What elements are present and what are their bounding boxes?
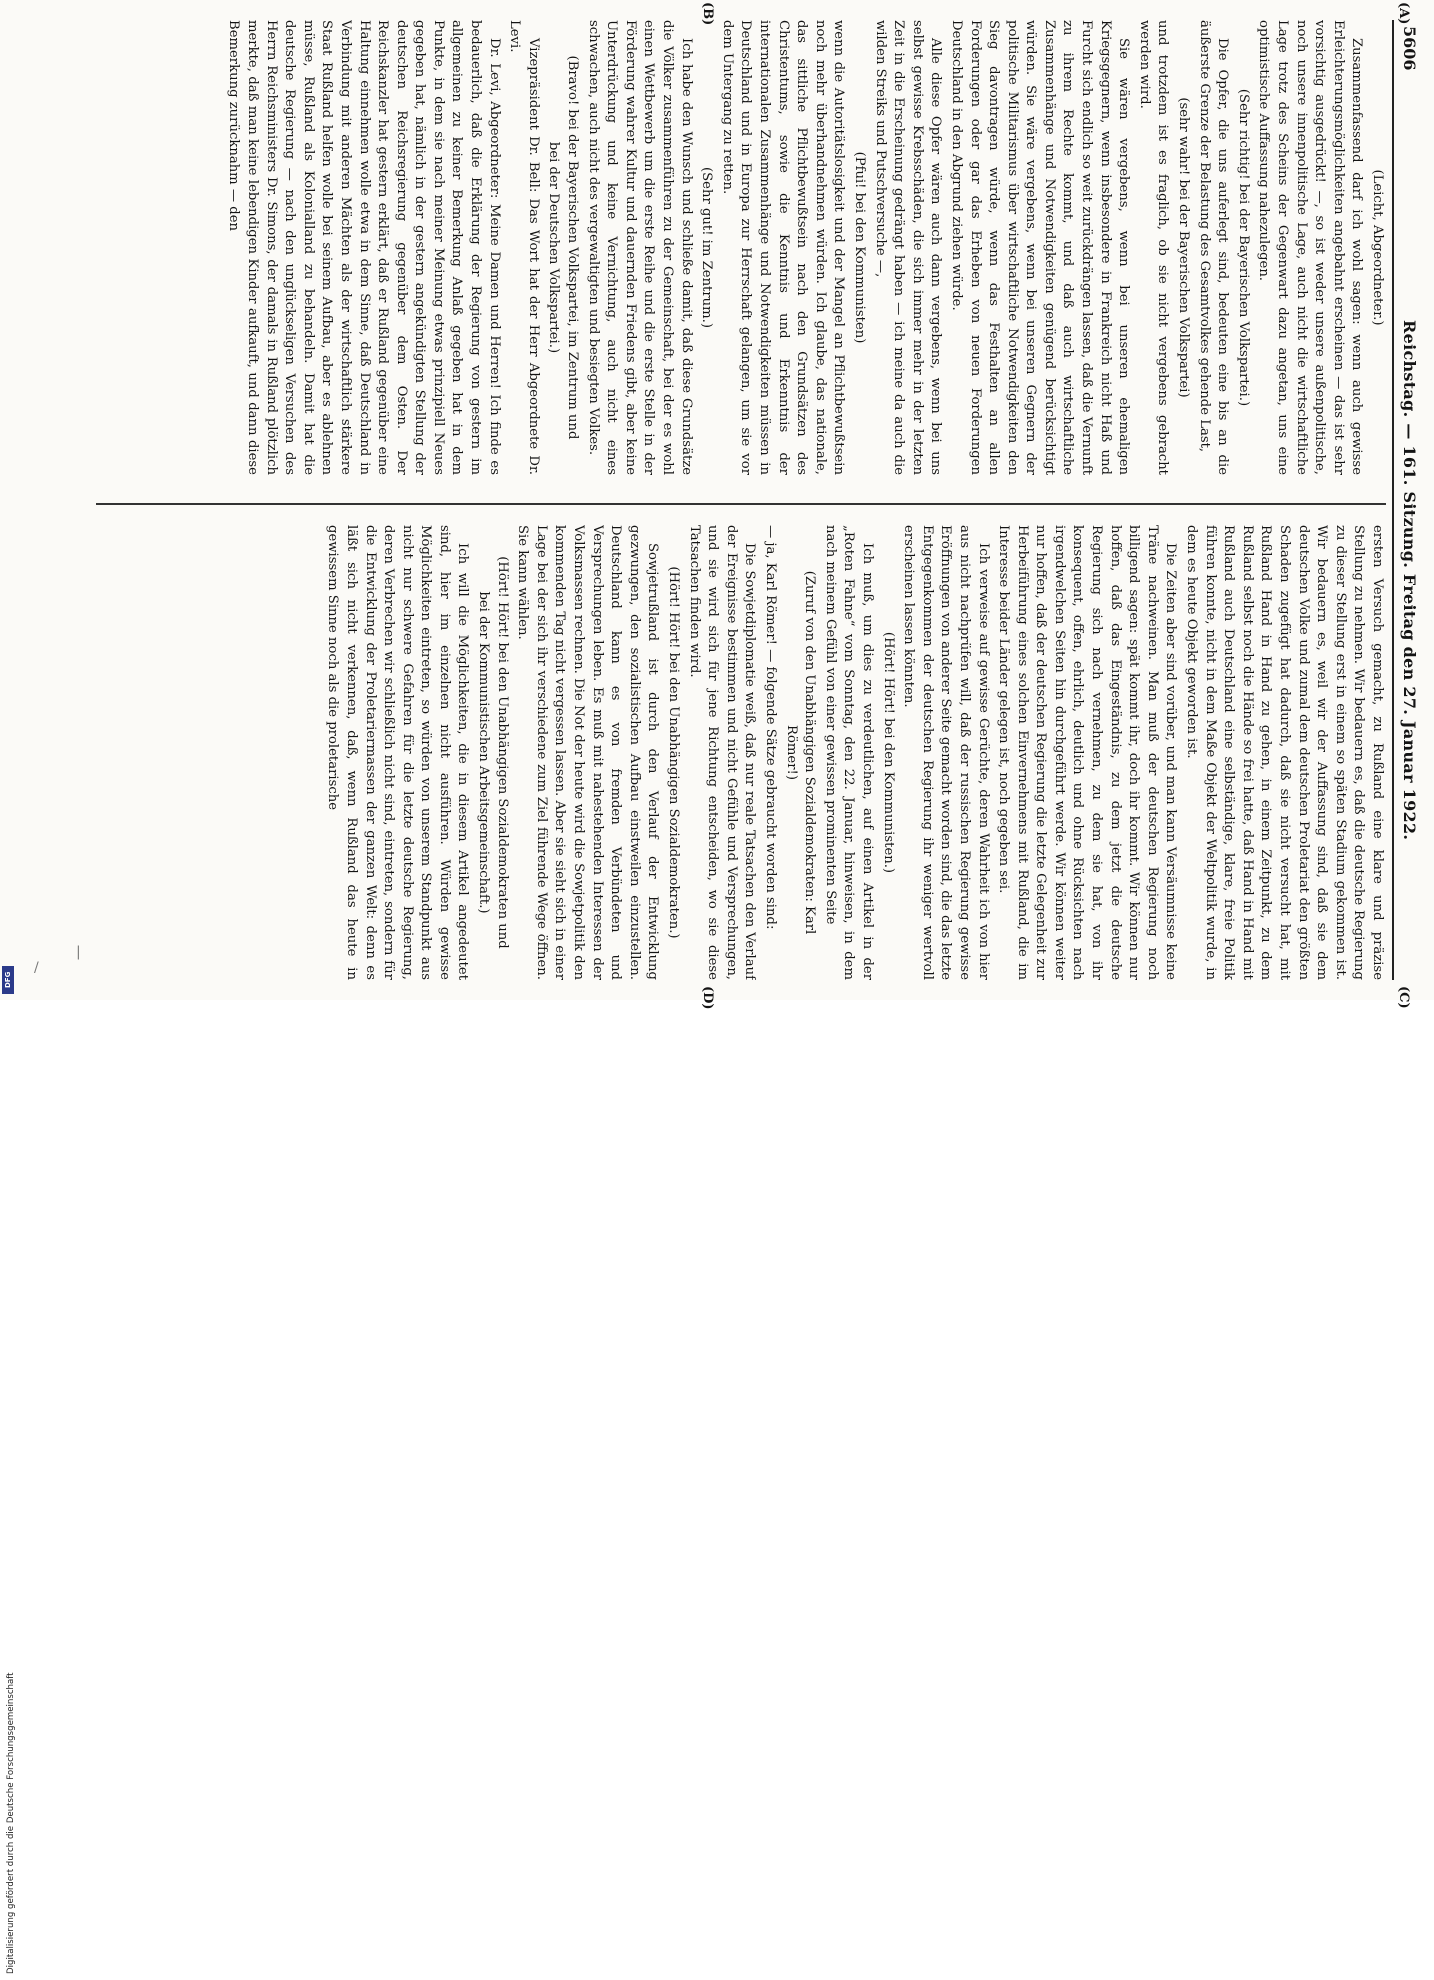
scan-mark: / [34, 960, 39, 976]
paragraph: Zusammenfassend darf ich wohl sagen: wenn auch gewisse Erleichterungsmöglichkeiten angebahnt erscheinen — das ist sehr vorsichtig ausgedrückt! —, so ist weder unsere außenpolitische, noch unsere innenpolitische Lage, auch nicht die wirtschaftliche Lage trotz des Scheins der Gegenwart dazu angetan, uns eine optimistische Auffassung nahezulegen. [1256, 20, 1365, 475]
column-divider [96, 503, 1386, 505]
speaker-paragraph: Vizepräsident Dr. Bell: Das Wort hat der Herr Abgeordnete Dr. Levi. [507, 20, 541, 475]
interjection: (Pfui! bei den Kommunisten) [851, 151, 867, 344]
paragraph: Die Zeiten aber sind vorüber, und man kann Versäumnisse keine Träne nachweinen. Man muß der deutschen Regierung noch billigend sagen: spät kommt ihr, doch ihr kommt. Wir können nur hoffen, daß das Eingeständnis, zu dem jetzt die deutsche Regierung sich nach vernehmen, zu dem sie hat, von ihr konsequent, offen, ehrlich, deutlich und ohne Rücksichten nach irgendwelchen Seiten hin durchgeführt werde. Wir können weiter nur hoffen, daß der deutschen Regierung die letzte Gelegenheit zur Herbeiführung eines solchen Einvernehmens mit Rußland, die im Interesse beider Länder gelegen ist, noch gegeben sei. [996, 525, 1179, 980]
scan-mark: | [76, 944, 81, 960]
paragraph: — ja, Karl Römer! — folgende Sätze gebraucht worden sind: [763, 525, 778, 930]
paragraph: Ich habe den Wunsch und schließe damit, daß diese Grundsätze die Völker zusammenführen zu der Gemeinschaft, bei der es wohl einen Wettbewerb um die erste Reihe und die erste Stelle in der Förderung wahrer Kultur und dauernden Friedens gibt, aber keine Unterdrückung und keine Vernichtung, auch nicht eines schwachen, auch nicht des vergewaltigten und besiegten Volkes. [585, 20, 694, 475]
digitization-note [2, 980, 18, 1980]
interjection: (Hört! Hört! bei den Kommunisten.) [880, 631, 896, 874]
page-title: Reichstag. — 161. Sitzung. Freitag den 27. Januar 1922. [1400, 320, 1419, 841]
interjection: (Zuruf von den Unabhängigen Sozialdemokraten: Karl Römer!) [783, 570, 818, 935]
page-number: 5606 [1400, 26, 1419, 71]
speaker-reference: (Leicht, Abgeordneter.) [1370, 169, 1385, 326]
interjection: (sehr wahr! bei der Bayerischen Volkspartei) [1176, 97, 1192, 398]
digitization-note-text: Digitalisierung gefördert durch die Deutsche Forschungsgemeinschaft [6, 1672, 16, 1974]
interjection: (Hört! Hört! bei den Unabhängigen Sozialdemokraten und bei der Kommunistischen Arbeitsgemeinschaft.) [476, 556, 510, 949]
margin-marker-a: (A) [1396, 2, 1411, 25]
page-header [1392, 20, 1420, 980]
paragraph: ersten Versuch gemacht, zu Rußland eine klare und präzise Stellung zu nehmen. Wir bedauern es, daß die deutsche Regierung zu dieser Stellung erst in einem so späten Stadium gekommen ist. Wir bedauern es, weil wir der Auffassung sind, daß sie dem deutschen Volke und zumal dem deutschen Proletariat den größten Schaden zugefügt hat dadurch, daß sie nicht versucht hat, mit Rußland Hand in Hand zu gehen, in einem Zeitpunkt, zu dem Rußland selbst noch die Hände so frei hatte, daß Hand in Hand mit Rußland auch Deutschland eine selbständige, klare, freie Politik führen konnte, nicht in dem Maße Objekt der Weltpolitik wurde, in dem es heute Objekt geworden ist. [1184, 525, 1385, 980]
rotated-page [50, 2, 1434, 1010]
paragraph: wenn die Autoritätslosigkeit und der Mangel an Pflichtbewußtsein noch mehr überhandnehmen würden. Ich glaube, das nationale, das sittliche Pflichtbewußtsein nach den Grundsätzen des Christentums, sowie die Kenntnis und Erkenntnis der internationalen Zusammenhänge und Notwendigkeiten müssen in Deutschland und in Europa zur Herrschaft gelangen, um sie vor dem Untergang zu retten. [719, 20, 847, 475]
right-column [96, 525, 1386, 980]
speaker-paragraph: Dr. Levi, Abgeordneter: Meine Damen und Herren! Ich finde es bedauerlich, daß die Erklärung der Regierung von gestern im allgemeinen zu keiner Bemerkung Anlaß gegeben hat in dem Punkte, in dem sie nach meiner Meinung etwas prinzipiell Neues gegeben hat, nämlich in der gestern angekündigten Stellung der deutschen Reichsregierung gegenüber dem Osten. Der Reichskanzler hat gestern erklärt, daß er Rußland gegenüber eine Haltung einnehmen wolle etwa in dem Sinne, daß Deutschland in Verbindung mit anderen Mächten als der wirtschaftlich stärkere Staat Rußland helfen wolle bei seinem Aufbau, aber es ablehnen müsse, Rußland als Kolonialland zu behandeln. Damit hat die deutsche Regierung — nach den unglückseligen Versuchen des Herrn Reichsministers Dr. Simons, der damals in Rußland plötzlich merkte, daß man keine lebendigen Kinder aufkauft, und dann diese Bemerkung zurücknahm — den [226, 20, 502, 475]
dfg-logo: DFG [2, 966, 14, 994]
paragraph: Ich muß, um dies zu verdeutlichen, auf einen Artikel in der „Roten Fahne“ vom Sonntag, den 22. Januar, hinweisen, in dem nach meinem Gefühl von einer gewissen prominenten Seite [822, 525, 875, 980]
paragraph: Die Opfer, die uns auferlegt sind, bedeuten eine bis an die äußerste Grenze der Belastung des Gesamtvolkes gehende Last, [1196, 20, 1231, 475]
margin-marker-d: (D) [700, 986, 715, 1010]
paragraph: Ich verweise auf gewisse Gerüchte, deren Wahrheit ich von hier aus nicht nachprüfen will, daß der russischen Regierung gewisse Eröffnungen von anderer Seite gemacht worden sind, die das letzte Entgegenkommen der deutschen Regierung ihr weniger wertvoll erscheinen lassen könnten. [901, 525, 991, 980]
paragraph: Ich will die Möglichkeiten, die in diesem Artikel angedeutet sind, hier im einzelnen nicht ausführen. Würden gewisse Möglichkeiten eintreten, so würden von unserem Standpunkt aus nicht nur schwere Gefahren für die letzte deutsche Regierung, deren Verbrechen wir schließlich nicht sind, eintreten, sondern für die Entwicklung der Proletariermassen der ganzen Welt: denn es läßt sich nicht verkennen, daß, wenn Rußland das heute in gewissem Sinne noch als die proletarische [325, 525, 471, 980]
interjection: (Sehr richtig! bei der Bayerischen Volkspartei.) [1235, 88, 1251, 407]
paragraph: und trotzdem ist es fraglich, ob sie nicht vergebens gebracht werden wird. [1136, 20, 1171, 475]
quoted-paragraph: Sowjetrußland ist durch den Verlauf der Entwicklung gezwungen, den sozialistischen Aufbau einstweilen einzustellen. Deutschland kann es von fremden Verbündeten und Versprechungen leben. Es muß mit nahestehenden Interessen der Volksmassen rechnen. Die Not der heute wird die Sowjetpolitik den kommenden Tag nicht vergessen lassen. Aber sie sieht sich in einer Lage bei der sich ihr verschiedene zum Ziel führende Wege öffnen. Sie kann wählen. [515, 525, 661, 980]
quoted-paragraph: Die Sowjetdiplomatie weiß, daß nur reale Tatsachen den Verlauf der Ereignisse bestimmen und nicht Gefühle und Versprechungen, und sie wird sich für jene Richtung entscheiden, wo sie diese Tatsachen finden wird. [686, 525, 758, 980]
margin-marker-b: (B) [700, 2, 715, 26]
interjection: (Sehr gut! im Zentrum.) [699, 166, 715, 328]
paragraph: Alle diese Opfer wären auch dann vergebens, wenn bei uns selbst gewisse Krebsschäden, die sich immer mehr in der letzten Zeit in die Erscheinung gedrängt haben — ich meine da auch die wilden Streiks und Putschversuche —, [872, 20, 944, 475]
margin-marker-c: (C) [1396, 986, 1411, 1009]
left-column [96, 20, 1386, 475]
paragraph: Sie wären vergebens, wenn bei unseren ehemaligen Kriegsgegnern, wenn insbesondere in Frankreich nicht Haß und Furcht sich endlich so weit zurückdrängen lassen, daß die Vernunft zu ihrem Rechte kommt, und daß auch wirtschaftliche Zusammenhänge und Notwendigkeiten genügend berücksichtigt würden. Sie wäre vergebens, wenn bei unseren Gegnern der politische Militarismus über wirtschaftliche Notwendigkeiten den Sieg davontragen würde, wenn das Festhalten an allen Forderungen oder gar das Erheben von neuen Forderungen Deutschland in den Abgrund ziehen würde. [948, 20, 1132, 475]
interjection: (Bravo! bei der Bayerischen Volkspartei, im Zentrum und bei der Deutschen Volkspartei.) [546, 55, 581, 440]
interjection: (Hört! Hört! bei den Unabhängigen Sozialdemokraten.) [666, 566, 682, 939]
page-content [70, 2, 1420, 1010]
